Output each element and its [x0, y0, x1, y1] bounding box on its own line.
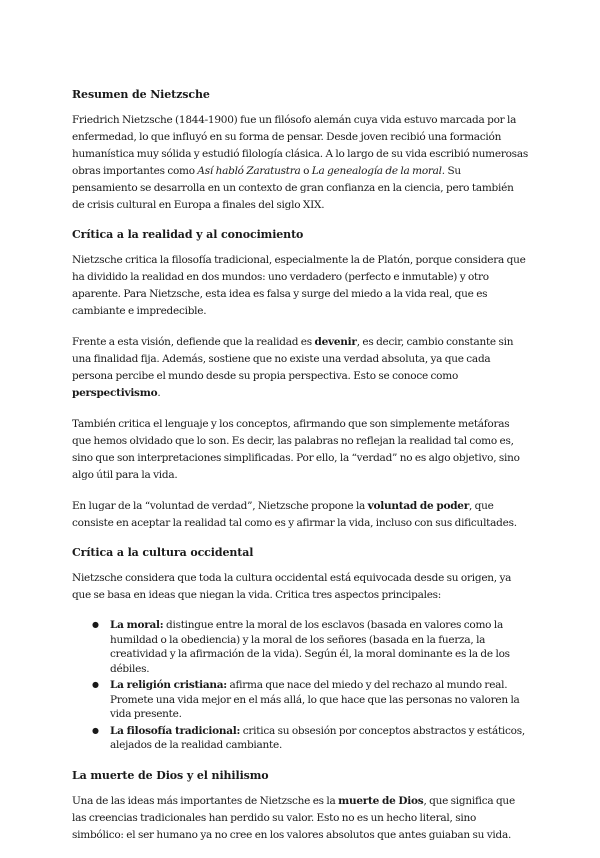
- section-heading-realidad: Crítica a la realidad y al conocimiento: [72, 228, 304, 241]
- term-perspectivismo: perspectivismo: [72, 387, 158, 399]
- s1p4-text-c: , que consiste en aceptar la realidad tal como es y afirmar la vida, incluso con sus dificultades.: [72, 500, 517, 529]
- intro-text-1: Friedrich Nietzsche (1844-1900) fue un filósofo alemán cuya vida estuvo marcada por la enfermedad, lo que influyó en su forma de pensar. Desde joven recibió una formación humanística muy sólida y estudió filología clásica. A lo largo de su vida escribió numerosas obras importantes como: [72, 114, 528, 177]
- list-item: [92, 678, 528, 722]
- work-title-genealogia: La genealogía de la moral: [311, 165, 442, 177]
- s3p1-text-c: , que significa que las creencias tradicionales han perdido su valor. Esto no es un hecho literal, sino simbólico: el ser humano ya no cree en los valores absolutos que antes guiaban su vida.: [72, 794, 515, 841]
- s1p2-text-d: .: [157, 387, 161, 399]
- section1-paragraph-3: También critica el lenguaje y los conceptos, afirmando que son simplemente metáforas que hemos olvidado que lo son. Es decir, las palabras no reflejan la realidad tal como es, sino que son interpretaciones simplificadas. Por ello, la “verdad” no es algo objetivo, sino algo útil para la vida.: [72, 418, 520, 481]
- section-heading-cultura: Crítica a la cultura occidental: [72, 546, 254, 559]
- list-item-text: distingue entre la moral de los esclavos (basada en valores como la humildad o la obediencia) y la moral de los señores (basada en la fuerza, la creatividad y la afirmación de la vida). Según él, la moral dominante es la de los débiles.: [110, 619, 510, 675]
- s3p1-text-a: Una de las ideas más importantes de Nietzsche es la: [72, 794, 339, 807]
- section1-paragraph-4: [72, 498, 528, 532]
- document-title: Resumen de Nietzsche: [72, 88, 210, 101]
- intro-text-2: o: [300, 165, 312, 177]
- work-title-zaratustra: Así habló Zaratustra: [197, 165, 301, 177]
- bullet-icon: ●: [92, 725, 99, 735]
- section-heading-nihilismo: La muerte de Dios y el nihilismo: [72, 768, 269, 782]
- list-item-label: La religión cristiana:: [110, 679, 227, 691]
- list-item: [92, 724, 528, 753]
- list-item-label: La moral:: [110, 619, 164, 631]
- list-item-text: critica su obsesión por conceptos abstractos y estáticos, alejados de la realidad cambiante.: [110, 724, 525, 751]
- s1p2-text-a: Frente a esta visión, defiende que la realidad es: [72, 336, 315, 348]
- term-devenir: devenir: [314, 336, 357, 348]
- section1-paragraph-2: [72, 334, 528, 402]
- bullet-icon: ●: [92, 680, 99, 689]
- document-page: [72, 88, 528, 858]
- bullet-icon: ●: [92, 620, 99, 629]
- list-item-text: afirma que nace del miedo y del rechazo al mundo real. Promete una vida mejor en el más allá, lo que hace que las personas no valoren la vida presente.: [110, 679, 520, 720]
- section1-paragraph-1: Nietzsche critica la filosofía tradicional, especialmente la de Platón, porque considera que ha dividido la realidad en dos mundos: uno verdadero (perfecto e inmutable) y otro aparente. Para Nietzsche, esta idea es falsa y surge del miedo a la vida real, que es cambiante e impredecible.: [72, 254, 526, 317]
- intro-text-3: . Su pensamiento se desarrolla en un contexto de gran confianza en la ciencia, pero también de crisis cultural en Europa a finales del siglo XIX.: [72, 165, 514, 211]
- critique-list: [72, 618, 528, 753]
- list-item: [92, 618, 528, 676]
- section3-paragraph-1: [72, 793, 528, 844]
- term-muerte-de-dios: muerte de Dios: [338, 794, 424, 807]
- list-item-label: La filosofía tradicional:: [110, 724, 241, 737]
- intro-paragraph: [72, 112, 528, 214]
- section2-paragraph-1: Nietzsche considera que toda la cultura occidental está equivocada desde su origen, ya que se basa en ideas que niegan la vida. Critica tres aspectos principales:: [72, 572, 512, 601]
- s1p4-text-a: En lugar de la “voluntad de verdad”, Nietzsche propone la: [72, 500, 368, 512]
- term-voluntad-de-poder: voluntad de poder: [367, 500, 469, 512]
- s1p2-text-c: , es decir, cambio constante sin una finalidad fija. Además, sostiene que no existe una verdad absoluta, ya que cada persona percibe el mundo desde su propia perspectiva. Esto se conoce como: [72, 336, 514, 382]
